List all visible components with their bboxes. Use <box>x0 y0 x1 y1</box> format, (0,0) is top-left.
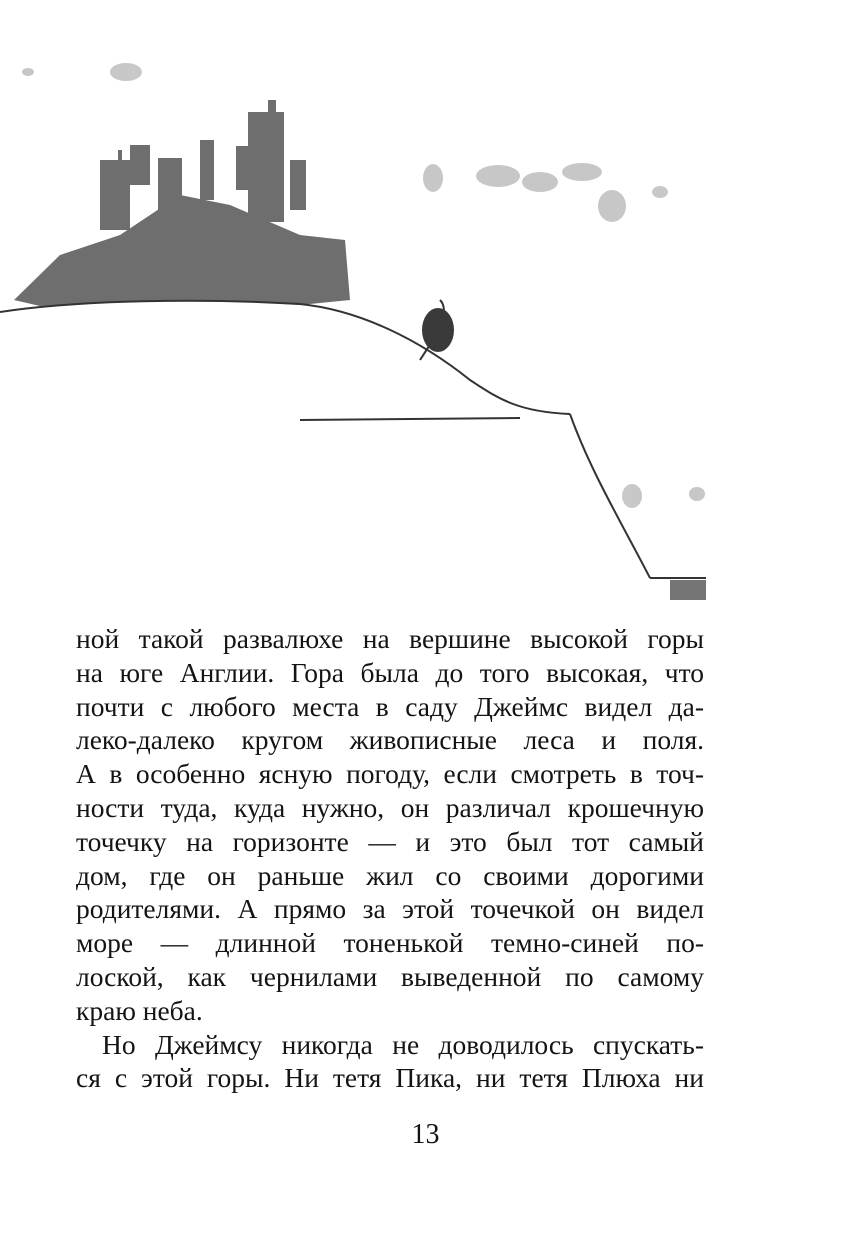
text-line: леко-далеко кругом живописные леса и поля. <box>76 724 704 756</box>
text-line: на юге Англии. Гора была до того высокая, что <box>76 656 704 688</box>
text-line: ной такой развалюхе на вершине высокой горы <box>76 623 704 654</box>
body-text <box>76 622 704 1095</box>
text-line: море — длинной тоненькой темно-синей по- <box>76 927 704 959</box>
text-line: А в особенно ясную погоду, если смотреть в точ- <box>76 758 704 790</box>
text-line: ности туда, куда нужно, он различал крошечную <box>76 791 704 823</box>
text-line: точечку на горизонте — и это был тот самый <box>76 825 704 857</box>
text-line: ся с этой горы. Ни тетя Пика, ни тетя Плюха ни <box>76 1062 704 1094</box>
text-line: почти с любого места в саду Джеймс видел да- <box>76 690 704 722</box>
text-line: краю неба. <box>76 994 203 1026</box>
text-line: лоской, как чернилами выведенной по самому <box>76 960 704 992</box>
hill-house-illustration <box>0 40 851 620</box>
text-line: дом, где он раньше жил со своими дорогими <box>76 859 704 891</box>
page-number: 13 <box>411 1119 440 1150</box>
text-line: родителями. А прямо за этой точечкой он видел <box>76 893 704 925</box>
text-line: Но Джеймсу никогда не доводилось спускать- <box>102 1028 704 1060</box>
